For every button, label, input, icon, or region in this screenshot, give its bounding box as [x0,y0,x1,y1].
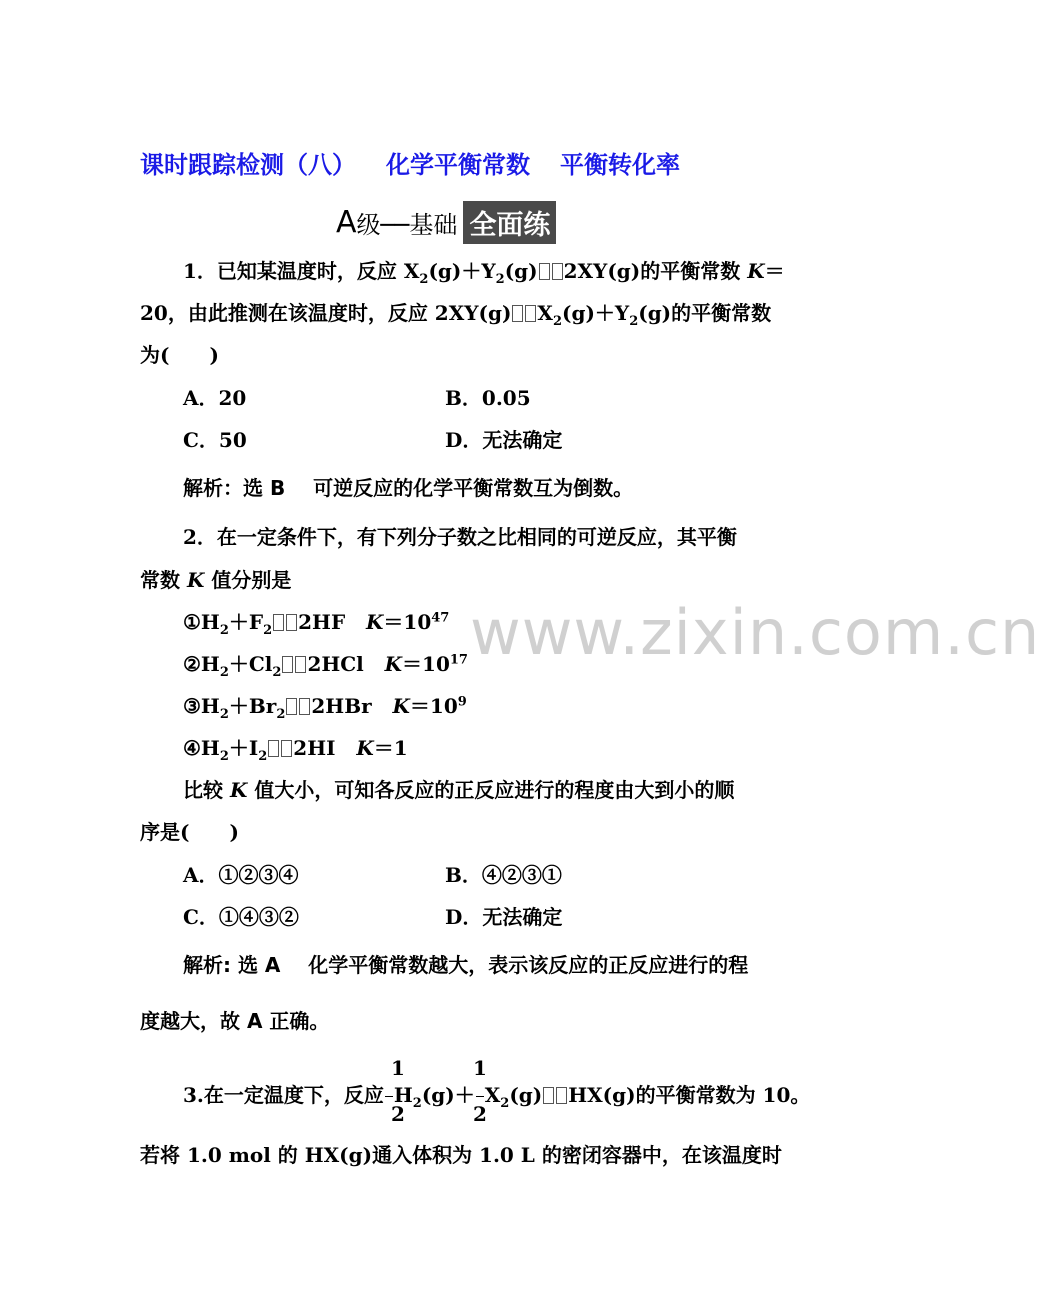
q2-reaction-4: $④H_2+I_2$ 2HI K＝1 [183,736,408,764]
equilibrium-arrow-icon [539,263,550,280]
q1-line3: 为( ) [140,343,219,367]
q2-answer: 解析: 选 A 化学平衡常数越大，表示该反应的正反应进行的程 [183,953,749,977]
watermark: www.zixin.com.cn [470,596,1040,669]
page-title [140,145,680,180]
equilibrium-arrow-icon [525,305,536,322]
q2-line4: 序是( ) [140,820,239,844]
q1-line2: 20，由此推测在该温度时，反应 2XY(g) $X_2(g)+Y_2(g)$的平衡常数 [140,301,772,329]
q2-line2: 常数 K 值分别是 [140,568,292,592]
q1-line1: 1．已知某温度时，反应 $X_2(g)+Y_2(g)$ 2XY(g)的平衡常数 K＝ [183,259,785,287]
title-part3: 平衡转化率 [560,151,680,179]
fraction-denominator: 2 [473,1102,487,1126]
q1-option-c: C．50 [183,428,247,452]
equilibrium-arrow-icon [281,740,292,757]
title-part2: 化学平衡常数 [386,151,530,179]
q3-line2: 若将 1.0 mol 的 HX(g)通入体积为 1.0 L 的密闭容器中，在该温度时 [140,1143,782,1167]
equilibrium-arrow-icon [282,656,293,673]
fraction-numerator: 1 [391,1056,405,1080]
q2-reaction-3: $③H_2+Br_2$ 2HBr $K=10^9$ [183,694,467,722]
q2-option-b: B．④②③① [445,863,562,887]
equilibrium-arrow-icon [286,698,297,715]
q2-option-a: A．①②③④ [183,863,299,887]
q1-option-b: B．0.05 [445,386,531,410]
q1-option-a: A．20 [183,386,247,410]
q2-reaction-2: $②H_2+Cl_2$ 2HCl $K=10^{17}$ [183,652,468,680]
q2-answer-cont: 度越大，故 A 正确。 [140,1009,330,1033]
title-part1: 课时跟踪检测（八） [140,151,356,179]
fraction-bar [385,1096,393,1097]
q2-line1: 2．在一定条件下，有下列分子数之比相同的可逆反应，其平衡 [183,525,737,549]
fraction-numerator: 1 [473,1056,487,1080]
equilibrium-arrow-icon [556,1087,567,1104]
level-letter: A [336,204,357,240]
q2-reaction-1: $①H_2+F_2$ 2HF $K=10^{47}$ [183,610,450,638]
level-badge: 全面练 [463,201,556,244]
equilibrium-arrow-icon [552,263,563,280]
equilibrium-arrow-icon [273,614,284,631]
equilibrium-arrow-icon [286,614,297,631]
equilibrium-arrow-icon [268,740,279,757]
equilibrium-arrow-icon [543,1087,554,1104]
level-heading [336,200,556,244]
q1-answer: 解析：选 B 可逆反应的化学平衡常数互为倒数。 [183,476,634,500]
level-label: 级──基础 [356,210,458,239]
equilibrium-arrow-icon [295,656,306,673]
q1-option-d: D．无法确定 [445,428,563,452]
q2-option-d: D．无法确定 [445,905,563,929]
equilibrium-arrow-icon [299,698,310,715]
q2-option-c: C．①④③② [183,905,299,929]
q2-line3: 比较 K 值大小，可知各反应的正反应进行的程度由大到小的顺 [183,778,735,802]
equilibrium-arrow-icon [512,305,523,322]
q3-line1: 3.在一定温度下，反应 $H_2(g)+ X_2(g)$ HX(g)的平衡常数为 10。 [183,1083,811,1111]
fraction-denominator: 2 [391,1102,405,1126]
fraction-bar [476,1096,484,1097]
